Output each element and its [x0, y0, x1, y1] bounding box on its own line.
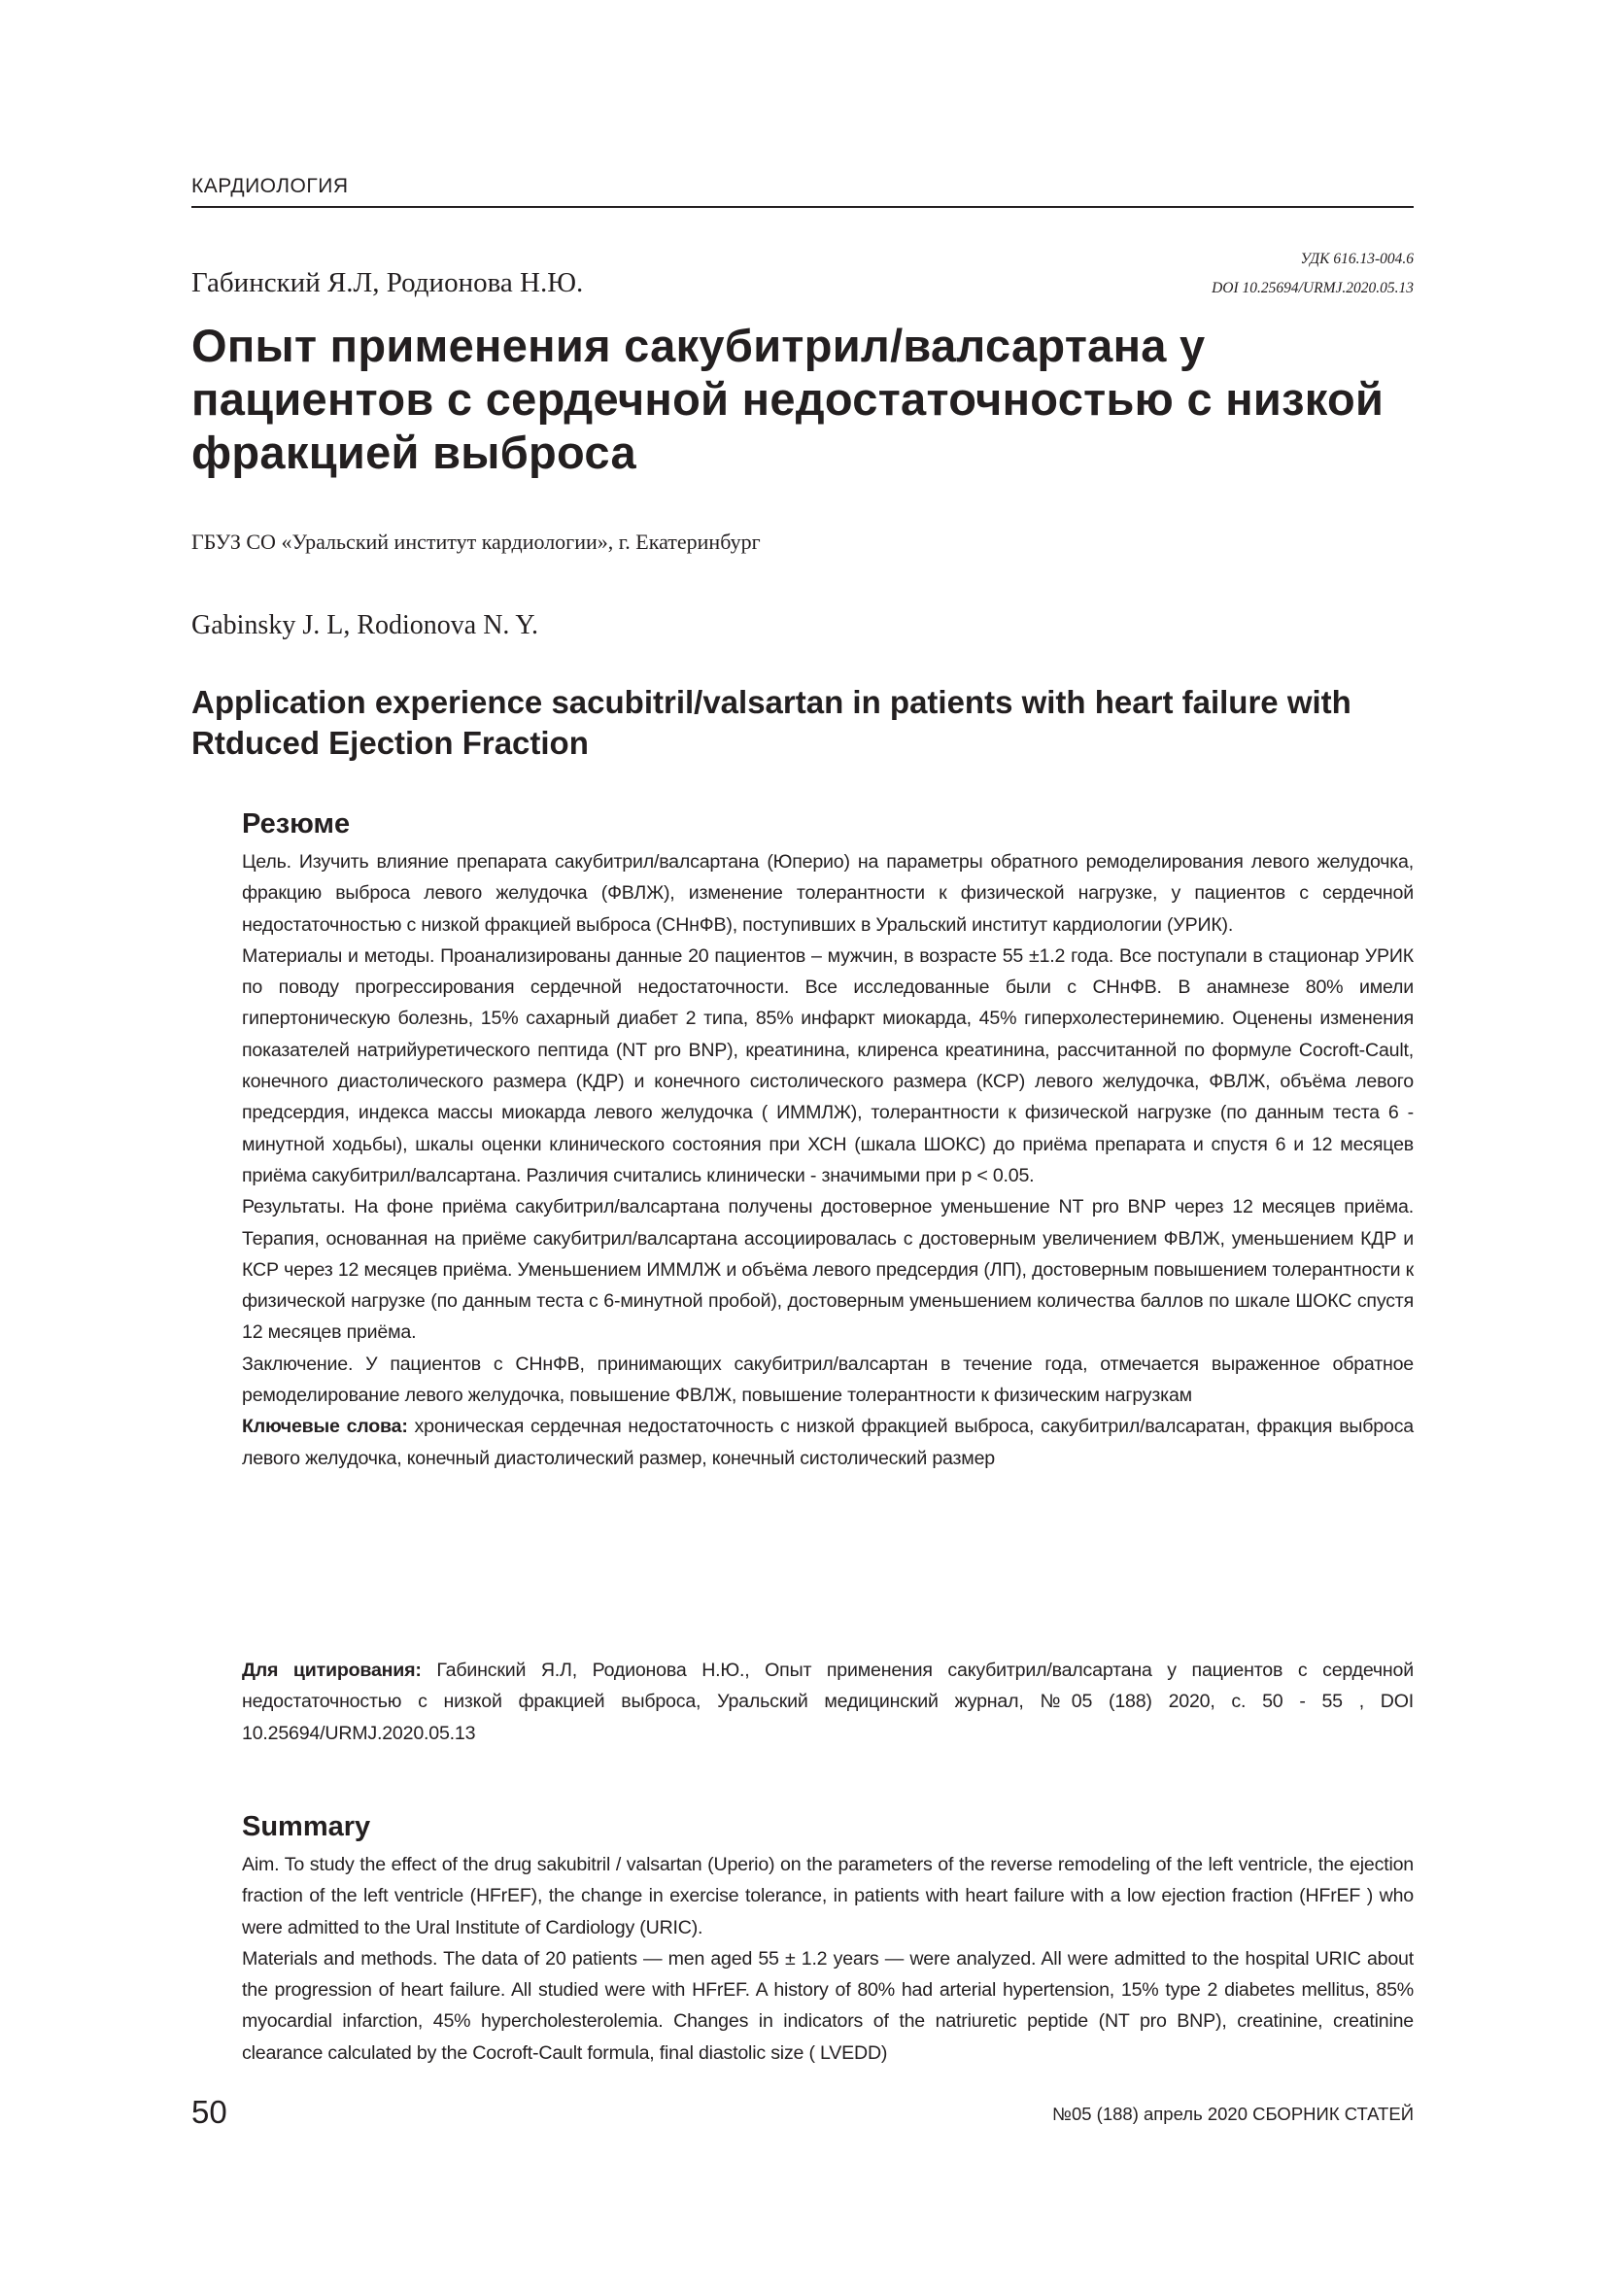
- resume-results: Результаты. На фоне приёма сакубитрил/валсартана получены достоверное уменьшение NT pro BNP через 12 месяцев приёма. Терапия, основанная на приёме сакубитрил/валсартана ассоциировалась с достоверным увеличением ФВЛЖ, уменьшением КДР и КСР через 12 месяцев приёма. Уменьшением ИММЛЖ и объёма левого предсердия (ЛП), достоверным повышением толерантности к физической нагрузке (по данным теста с 6-минутной пробой), достоверным уменьшением количества баллов по шкале ШОКС спустя 12 месяцев приёма.: [242, 1196, 1414, 1344]
- resume-keywords: [242, 1411, 1414, 1474]
- udc-code: УДК 616.13-004.6: [1300, 251, 1414, 267]
- article-codes: [1212, 245, 1414, 303]
- citation-section: [242, 1655, 1414, 1749]
- resume-conclusion: Заключение. У пациентов с СНнФВ, принимающих сакубитрил/валсартан в течение года, отмечается выраженное обратное ремоделирование левого желудочка, повышение ФВЛЖ, повышение толерантности к физическим нагрузкам: [242, 1353, 1414, 1407]
- resume-heading: Резюме: [242, 808, 351, 840]
- citation-text: Габинский Я.Л, Родионова Н.Ю., Опыт применения сакубитрил/валсартана у пациентов с сердечной недостаточностью с низкой фракцией выброса, Уральский медицинский журнал, №05 (188) 2020, с. 50 - 55 , DOI 10.25694/URMJ.2020.05.13: [242, 1660, 1414, 1744]
- authors-ru: Габинский Я.Л, Родионова Н.Ю.: [191, 267, 584, 298]
- resume-aim: Цель. Изучить влияние препарата сакубитрил/валсартана (Юперио) на параметры обратного ремоделирования левого желудочка, фракцию выброса левого желудочка (ФВЛЖ), изменение толерантности к физической нагрузке, у пациентов с сердечной недостаточностью с низкой фракцией выброса (СНнФВ), поступивших в Уральский институт кардиологии (УРИК).: [242, 851, 1414, 936]
- affiliation: ГБУЗ СО «Уральский институт кардиологии», г. Екатеринбург: [191, 530, 761, 554]
- page-number: 50: [191, 2094, 227, 2130]
- authors-en: Gabinsky J. L, Rodionova N. Y.: [191, 610, 538, 640]
- citation: [242, 1655, 1414, 1749]
- keywords-label: Ключевые слова:: [242, 1416, 408, 1438]
- title-ru: Опыт применения сакубитрил/валсартана у пациентов с сердечной недостаточностью с низкой фракцией выброса: [191, 320, 1385, 478]
- section-rubric: КАРДИОЛОГИЯ: [191, 175, 1414, 208]
- summary-methods: Materials and methods. The data of 20 patients — men aged 55 ± 1.2 years — were analyzed. All were admitted to the hospital URIC about the progression of heart failure. All studied were with HFrEF. A history of 80% had arterial hypertension, 15% type 2 diabetes mellitus, 85% myocardial infarction, 45% hypercholesterolemia. Changes in indicators of the natriuretic peptide (NT pro BNP), creatinine, creatinine clearance calculated by the Cocroft-Cault formula, final diastolic size ( LVEDD): [242, 1947, 1414, 2064]
- citation-label: Для цитирования:: [242, 1660, 422, 1681]
- summary-aim: Aim. To study the effect of the drug sakubitril / valsartan (Uperio) on the parameters of the reverse remodeling of the left ventricle, the ejection fraction of the left ventricle (HFrEF), the change in exercise tolerance, in patients with heart failure with a low ejection fraction (HFrEF ) who were admitted to the Ural Institute of Cardiology (URIC).: [242, 1854, 1414, 1938]
- doi-code: DOI 10.25694/URMJ.2020.05.13: [1212, 280, 1414, 296]
- issue-line: №05 (188) апрель 2020 СБОРНИК СТАТЕЙ: [1052, 2104, 1414, 2124]
- summary-section: [242, 1809, 1414, 2069]
- resume-section: [242, 806, 1414, 1474]
- title-en: Application experience sacubitril/valsartan in patients with heart failure with Rtduced Ejection Fraction: [191, 684, 1351, 761]
- summary-heading: Summary: [242, 1811, 371, 1842]
- resume-methods: Материалы и методы. Проанализированы данные 20 пациентов – мужчин, в возрасте 55 ±1.2 года. Все поступали в стационар УРИК по поводу прогрессирования сердечной недостаточности. Все исследованные были с СНнФВ. В анамнезе 80% имели гипертоническую болезнь, 15% сахарный диабет 2 типа, 85% инфаркт миокарда, 45% гиперхолестеринемию. Оценены изменения показателей натрийуретического пептида (NT pro BNP), креатинина, клиренса креатинина, рассчитанной по формуле Cocroft-Cault, конечного диастолического размера (КДР) и конечного систолического размера (КСР) левого желудочка, ФВЛЖ, объёма левого предсердия, индекса массы миокарда левого желудочка ( ИММЛЖ), толерантности к физической нагрузке (по данным теста 6 - минутной ходьбы), шкалы оценки клинического состояния при ХСН (шкала ШОКС) до приёма препарата и спустя 6 и 12 месяцев приёма сакубитрил/валсартана. Различия считались клинически - значимыми при p < 0.05.: [242, 944, 1414, 1186]
- keywords-text: хроническая сердечная недостаточность с низкой фракцией выброса, сакубитрил/валсаратан, фракция выброса левого желудочка, конечный диастолический размер, конечный систолический размер: [242, 1416, 1414, 1469]
